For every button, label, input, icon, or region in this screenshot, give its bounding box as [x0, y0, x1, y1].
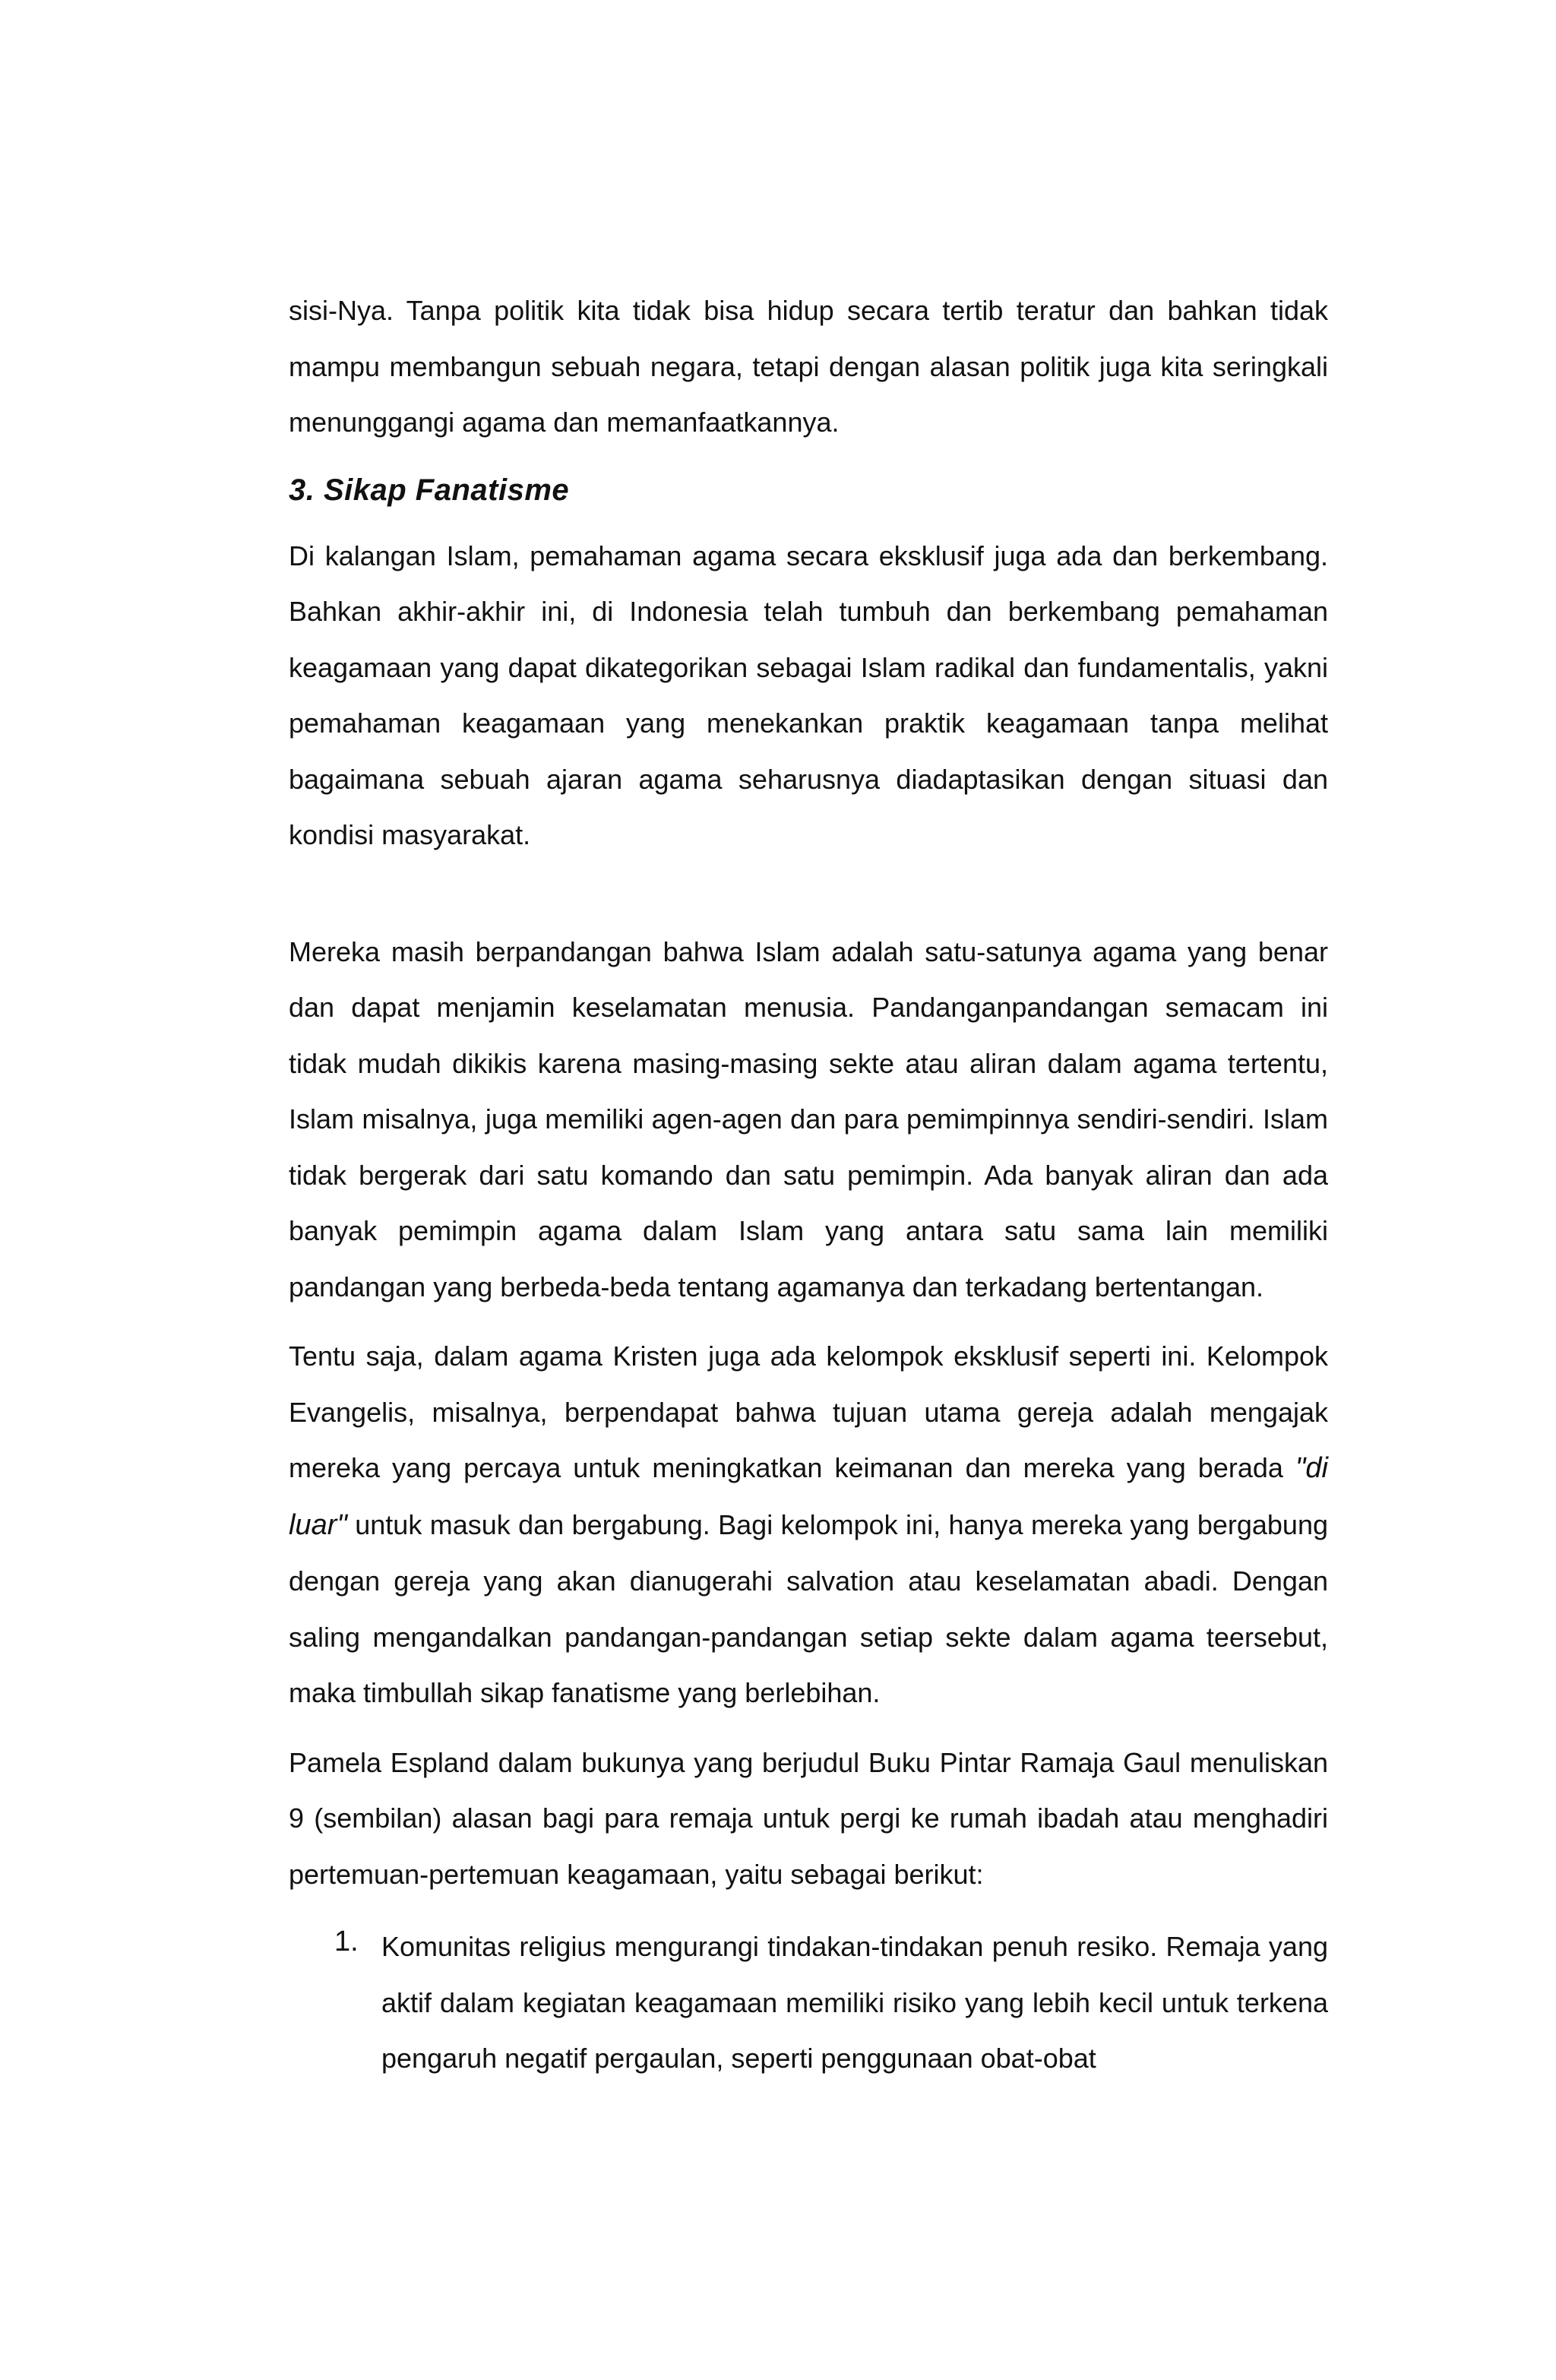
reasons-list	[289, 1919, 1328, 2087]
document-page	[289, 283, 1328, 2087]
intro-paragraph: sisi-Nya. Tanpa politik kita tidak bisa hidup secara tertib teratur dan bahkan tidak mampu membangun sebuah negara, tetapi dengan alasan politik juga kita seringkali menunggangi agama dan memanfaatkannya.	[289, 295, 1328, 438]
paragraph-christian-part-a: Tentu saja, dalam agama Kristen juga ada kelompok eksklusif seperti ini. Kelompok Evangelis, misalnya, berpendapat bahwa tujuan utama gereja adalah mengajak mereka yang percaya untuk meningkatkan keimanan dan mereka yang berada	[289, 1340, 1328, 1483]
list-item	[289, 1919, 1328, 2087]
list-item-number: 1.	[334, 1926, 359, 1957]
paragraph-views: Mereka masih berpandangan bahwa Islam adalah satu-satunya agama yang benar dan dapat menjamin keselamatan menusia. Pandanganpandangan semacam ini tidak mudah dikikis karena masing-masing sekte atau aliran dalam agama tertentu, Islam misalnya, juga memiliki agen-agen dan para pemimpinnya sendiri-sendiri. Islam tidak bergerak dari satu komando dan satu pemimpin. Ada banyak aliran dan ada banyak pemimpin agama dalam Islam yang antara satu sama lain memiliki pandangan yang berbeda-beda tentang agamanya dan terkadang bertentangan.	[289, 935, 1328, 1302]
quoted-phrase: "di luar"	[289, 1452, 1328, 1541]
list-item-text: Komunitas religius mengurangi tindakan-tindakan penuh resiko. Remaja yang aktif dalam kegiatan keagamaan memiliki risiko yang lebih kecil untuk terkena pengaruh negatif pergaulan, seperti penggunaan obat-obat	[381, 1931, 1328, 2074]
section-heading: 3. Sikap Fanatisme	[289, 473, 570, 507]
paragraph-christian	[289, 1328, 1328, 1721]
paragraph-christian-part-b: untuk masuk dan bergabung. Bagi kelompok ini, hanya mereka yang bergabung dengan gereja yang akan dianugerahi salvation atau keselamatan abadi. Dengan saling mengandalkan pandangan-pandangan setiap sekte dalam agama teersebut, maka timbullah sikap fanatisme yang berlebihan.	[289, 1508, 1328, 1708]
paragraph-espland: Pamela Espland dalam bukunya yang berjudul Buku Pintar Ramaja Gaul menuliskan 9 (sembilan) alasan bagi para remaja untuk pergi ke rumah ibadah atau menghadiri pertemuan-pertemuan keagamaan, yaitu sebagai berikut:	[289, 1746, 1328, 1890]
paragraph-exclusive-islam: Di kalangan Islam, pemahaman agama secara eksklusif juga ada dan berkembang. Bahkan akhir-akhir ini, di Indonesia telah tumbuh dan berkembang pemahaman keagamaan yang dapat dikategorikan sebagai Islam radikal dan fundamentalis, yakni pemahaman keagamaan yang menekankan praktik keagamaan tanpa melihat bagaimana sebuah ajaran agama seharusnya diadaptasikan dengan situasi dan kondisi masyarakat.	[289, 540, 1328, 850]
